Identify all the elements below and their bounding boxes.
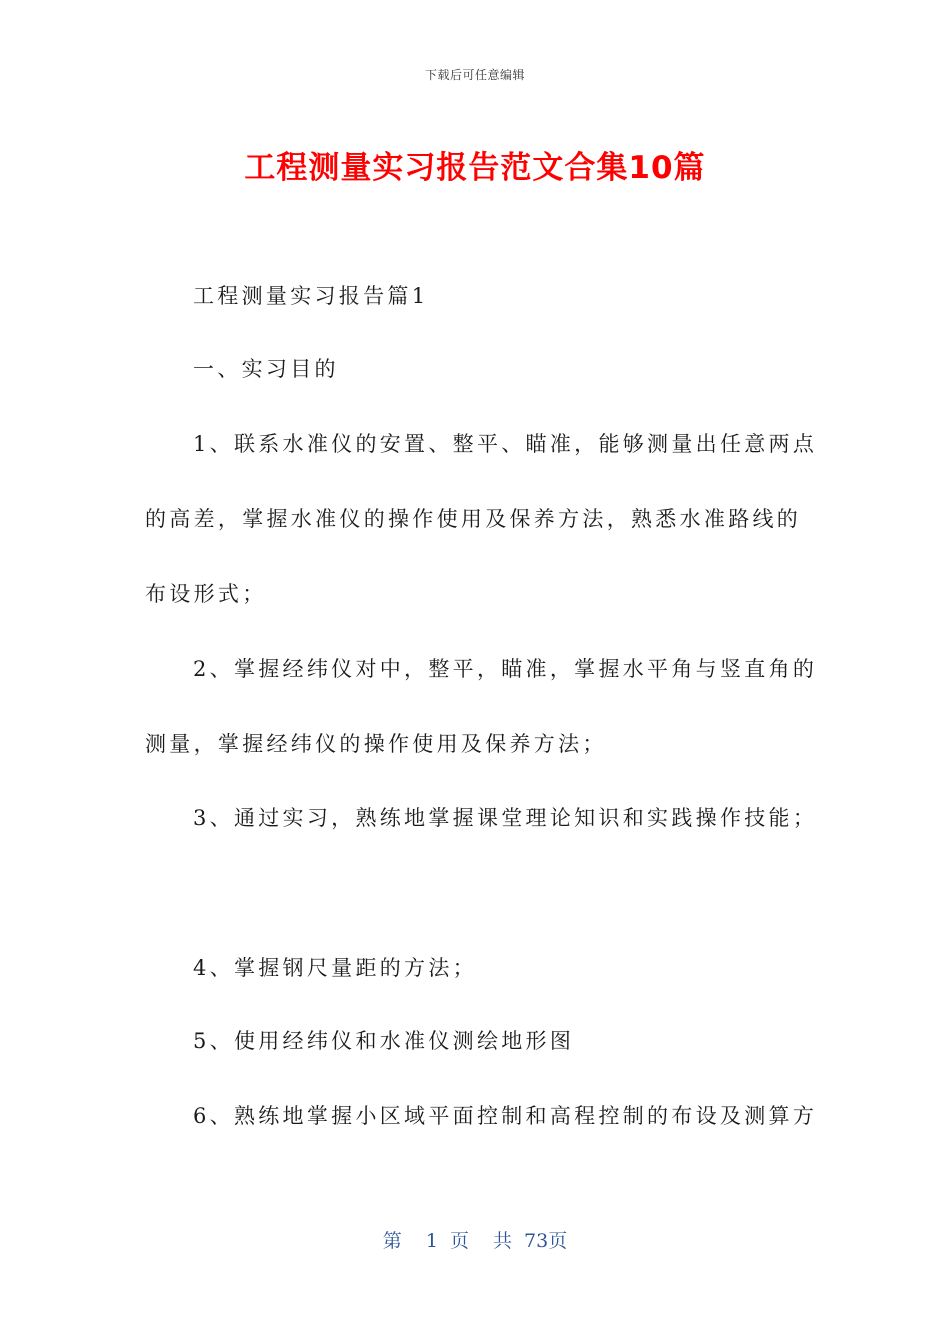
paragraph-line: 4、掌握钢尺量距的方法； bbox=[193, 956, 477, 980]
subsection-heading: 一、实习目的 bbox=[193, 357, 339, 381]
page-number-footer: 第 1 页 共 73页 bbox=[382, 1230, 568, 1252]
paragraph-line: 1、联系水准仪的安置、整平、瞄准，能够测量出任意两点 bbox=[193, 432, 818, 456]
header-note: 下载后可任意编辑 bbox=[424, 68, 525, 82]
paragraph-line: 2、掌握经纬仪对中，整平，瞄准，掌握水平角与竖直角的 bbox=[193, 657, 818, 681]
paragraph-line: 3、通过实习，熟练地掌握课堂理论知识和实践操作技能； bbox=[193, 806, 818, 830]
paragraph-line: 测量，掌握经纬仪的操作使用及保养方法； bbox=[145, 732, 607, 756]
paragraph-line: 的高差，掌握水准仪的操作使用及保养方法，熟悉水准路线的 bbox=[145, 507, 802, 531]
paragraph-line: 布设形式； bbox=[145, 582, 267, 606]
paragraph-line: 6、熟练地掌握小区域平面控制和高程控制的布设及测算方 bbox=[193, 1104, 818, 1128]
section-heading: 工程测量实习报告篇1 bbox=[193, 284, 429, 308]
document-title: 工程测量实习报告范文合集10篇 bbox=[244, 150, 706, 186]
paragraph-line: 5、使用经纬仪和水准仪测绘地形图 bbox=[193, 1029, 575, 1053]
